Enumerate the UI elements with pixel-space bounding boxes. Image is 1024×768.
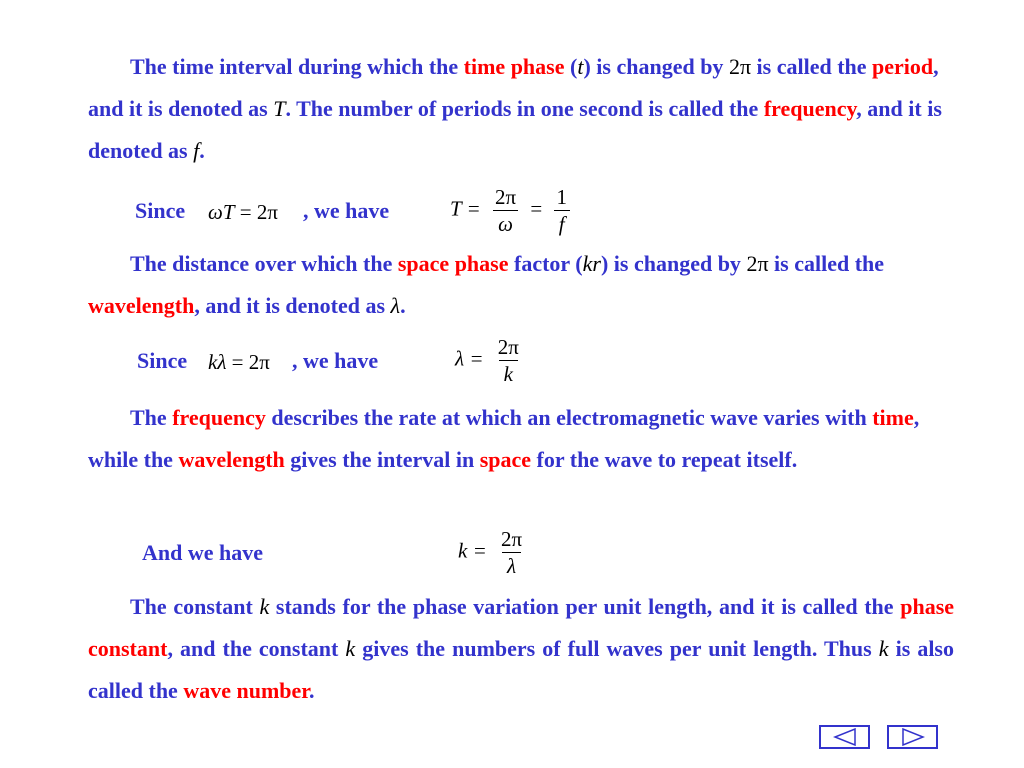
fraction-denominator: k [499,360,518,387]
term-frequency: frequency [763,96,857,121]
next-slide-button[interactable] [887,725,938,749]
text: describes the rate at which an electromagnetic wave varies with [265,405,873,430]
equation-wavelength [455,334,528,387]
text: , and the constant [167,636,346,661]
text: The time interval during which the [130,54,464,79]
math-lhs: λ = [455,346,484,371]
math-var-k: k [345,636,356,661]
equation-k-lambda [208,350,270,375]
fraction-1-f [551,184,572,237]
since-label-1: Since [135,198,186,223]
since-label-2: Since [137,348,188,373]
text: The [130,405,173,430]
text: . [309,678,315,703]
equation-period [450,184,576,237]
term-frequency: frequency [172,405,266,430]
math-eq: = 2π [234,200,278,224]
text: , while the [88,405,920,472]
text: for the wave to repeat itself. [531,447,798,472]
paragraph-frequency-wavelength [88,397,954,481]
math-lhs: k = [458,538,487,563]
math-2pi: 2π [728,54,752,79]
fraction-numerator: 2π [501,527,523,551]
text: . [199,138,205,163]
triangle-right-icon [901,728,925,746]
paragraph-phase-constant [88,586,954,712]
term-space: space [479,447,532,472]
we-have-label-2: , we have [292,348,379,373]
math-omega: ω [208,200,223,224]
term-time: time [872,405,914,430]
math-eq: = [530,196,543,221]
math-T: T [222,200,235,224]
term-wave-number: wave number [183,678,310,703]
text: , and it is denoted as [88,54,939,121]
text: . The number of periods in one second is called the [285,96,764,121]
fraction-denominator: ω [493,210,518,237]
math-var-kr: kr [582,251,601,276]
equation-wave-number [458,526,531,579]
text: is also called the [88,636,954,703]
math-var-f: f [193,138,200,163]
text: is called the [751,54,873,79]
previous-slide-button[interactable] [819,725,870,749]
fraction-2pi-lambda [496,526,527,579]
text: The distance over which the [130,251,398,276]
text: is called the [768,251,885,276]
fraction-numerator: 2π [494,185,517,209]
text: ) is changed by [600,251,747,276]
fraction-2pi-k [493,334,524,387]
math-var-t: t [577,54,584,79]
term-wavelength: wavelength [178,447,285,472]
text: , and it is denoted as [88,96,942,163]
math-var-lambda: λ [390,293,401,318]
fraction-numerator: 1 [556,185,567,209]
term-wavelength: wavelength [88,293,195,318]
math-var-k: k [878,636,889,661]
fraction-denominator: f [554,210,570,237]
term-phase-constant: phase constant [88,594,955,661]
text: gives the numbers of full waves per unit length. Thus [355,636,879,661]
text: factor ( [508,251,583,276]
term-space-phase: space phase [397,251,509,276]
fraction-numerator: 2π [497,335,519,359]
triangle-left-icon [833,728,857,746]
text: , and it is denoted as [194,293,391,318]
math-eq: = 2π [226,350,270,374]
and-we-have-label: And we have [142,540,264,565]
paragraph-wavelength [88,243,954,327]
term-period: period [872,54,934,79]
text: . [400,293,406,318]
we-have-label-1: , we have [303,198,390,223]
math-lhs: T = [450,196,481,221]
fraction-denominator: λ [502,552,521,579]
text: The constant [130,594,260,619]
math-k-lambda: kλ [208,350,227,374]
math-2pi: 2π [746,251,769,276]
text: gives the interval in [284,447,480,472]
paragraph-period-frequency [88,46,954,172]
term-time-phase: time phase [463,54,565,79]
math-var-T: T [273,96,286,121]
text: ) is changed by [583,54,729,79]
equation-omega-T [208,200,278,225]
fraction-2pi-omega [490,184,521,237]
text: ( [564,54,578,79]
text: stands for the phase variation per unit length, and it is called the [269,594,901,619]
math-var-k: k [259,594,270,619]
